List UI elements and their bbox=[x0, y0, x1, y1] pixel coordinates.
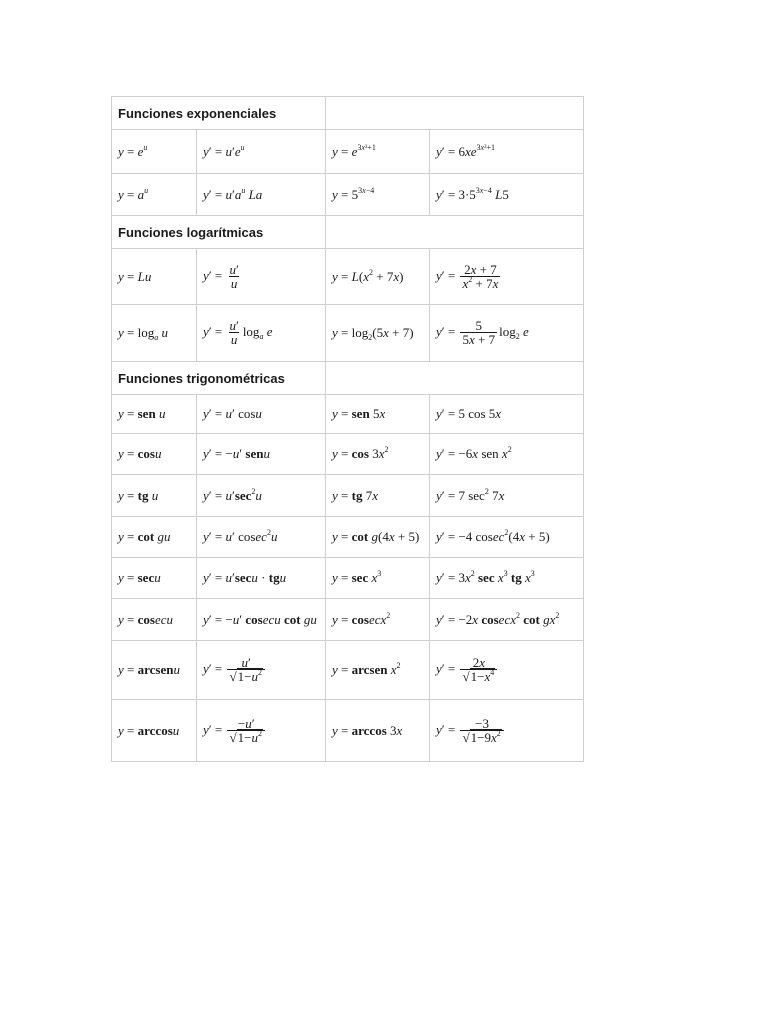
example-cell: $y = L(x^2 + 7x)$ bbox=[326, 249, 430, 305]
function-cell: $y = a^u$ bbox=[112, 174, 197, 216]
table-row bbox=[112, 174, 584, 216]
example-cell: y = arccos 3x bbox=[326, 700, 430, 762]
example-derivative-cell: y′ = −4 cosec$^2$(4x + 5) bbox=[430, 517, 584, 558]
empty-cell bbox=[326, 362, 584, 395]
example-cell: $y = \sec x^3$ bbox=[326, 558, 430, 599]
derivatives-table bbox=[111, 96, 584, 762]
function-cell: y = arccosu bbox=[112, 700, 197, 762]
table-row bbox=[112, 517, 584, 558]
table-row bbox=[112, 558, 584, 599]
table-row bbox=[112, 249, 584, 305]
example-derivative-cell: y′ = 5 cos 5x bbox=[430, 395, 584, 434]
derivative-cell: $y' = u'e^u$ bbox=[197, 130, 326, 174]
example-derivative-cell: y′ = $\frac{2x}{√1-x^4}$ bbox=[430, 641, 584, 700]
derivative-cell: $y' = u'\sec^2u$ bbox=[197, 475, 326, 517]
empty-cell bbox=[326, 97, 584, 130]
example-derivative-cell: y′ = −2x cosecx$^2$ $\cot gx^2$ bbox=[430, 599, 584, 641]
derivative-cell: y′ = $\frac{u'}{√1-u^2}$ bbox=[197, 641, 326, 700]
derivative-cell: y′ = u′ cosu bbox=[197, 395, 326, 434]
example-derivative-cell: $y' = 3\cdot 5^{3x-4}$ L5 bbox=[430, 174, 584, 216]
derivative-cell: y′ = −u′ senu bbox=[197, 434, 326, 475]
example-derivative-cell: y′ = $\frac{-3}{√1-9x^2}$ bbox=[430, 700, 584, 762]
empty-cell bbox=[326, 216, 584, 249]
derivative-cell: y′ = u′secu · tgu bbox=[197, 558, 326, 599]
derivative-cell: y′ = $\frac{u'}{u}$ $\log_a e$ bbox=[197, 305, 326, 362]
function-cell: y = cosu bbox=[112, 434, 197, 475]
section-header-row bbox=[112, 97, 584, 130]
section-header-row bbox=[112, 362, 584, 395]
function-cell: y = cosecu bbox=[112, 599, 197, 641]
section-title-trigonometric: Funciones trigonométricas bbox=[112, 362, 326, 395]
section-title-logarithmic: Funciones logarítmicas bbox=[112, 216, 326, 249]
derivative-cell: y′ = $\frac{-u'}{√1-u^2}$ bbox=[197, 700, 326, 762]
example-derivative-cell: $y' = 6xe^{3x^2+1}$ bbox=[430, 130, 584, 174]
table-row bbox=[112, 305, 584, 362]
example-derivative-cell: y′ = $\frac{5}{5x + 7}$ $\log_2 e$ bbox=[430, 305, 584, 362]
example-derivative-cell: y′ = 7 $\sec^2 7x$ bbox=[430, 475, 584, 517]
table-row bbox=[112, 700, 584, 762]
example-cell: $y = 5^{3x-4}$ bbox=[326, 174, 430, 216]
table-row bbox=[112, 599, 584, 641]
table-row bbox=[112, 641, 584, 700]
function-cell: y = Lu bbox=[112, 249, 197, 305]
table-row bbox=[112, 475, 584, 517]
example-cell: $y = e^{3x^2+1}$ bbox=[326, 130, 430, 174]
function-cell: $y = \log_a u$ bbox=[112, 305, 197, 362]
example-cell: y = cosecx$^2$ bbox=[326, 599, 430, 641]
section-title-exponential: Funciones exponenciales bbox=[112, 97, 326, 130]
derivative-cell: y′ = u′ cosec$^2$u bbox=[197, 517, 326, 558]
function-cell: y = arcsenu bbox=[112, 641, 197, 700]
function-cell: y = cot gu bbox=[112, 517, 197, 558]
example-derivative-cell: y′ = −6x sen $x^2$ bbox=[430, 434, 584, 475]
table-row bbox=[112, 395, 584, 434]
example-cell: $y = \log_2(5x + 7)$ bbox=[326, 305, 430, 362]
example-derivative-cell: $y' = 3x^2$ $\sec x^3$ tg $x^3$ bbox=[430, 558, 584, 599]
example-cell: $y = \cos 3x^2$ bbox=[326, 434, 430, 475]
example-derivative-cell: y′ = $\frac{2x + 7}{x^2 + 7x}$ bbox=[430, 249, 584, 305]
function-cell: y = tg u bbox=[112, 475, 197, 517]
example-cell: y = tg 7x bbox=[326, 475, 430, 517]
section-header-row bbox=[112, 216, 584, 249]
table-row bbox=[112, 130, 584, 174]
table-row bbox=[112, 434, 584, 475]
function-cell: $y = e^u$ bbox=[112, 130, 197, 174]
derivative-cell: $y' = u'a^u$ La bbox=[197, 174, 326, 216]
function-cell: y = sen u bbox=[112, 395, 197, 434]
example-cell: y = cot g(4x + 5) bbox=[326, 517, 430, 558]
example-cell: y = sen 5x bbox=[326, 395, 430, 434]
example-cell: y = arcsen $x^2$ bbox=[326, 641, 430, 700]
function-cell: y = secu bbox=[112, 558, 197, 599]
derivative-cell: y′ = $\frac{u'}{u}$ bbox=[197, 249, 326, 305]
derivative-cell: y′ = −u′ cosecu cot gu bbox=[197, 599, 326, 641]
